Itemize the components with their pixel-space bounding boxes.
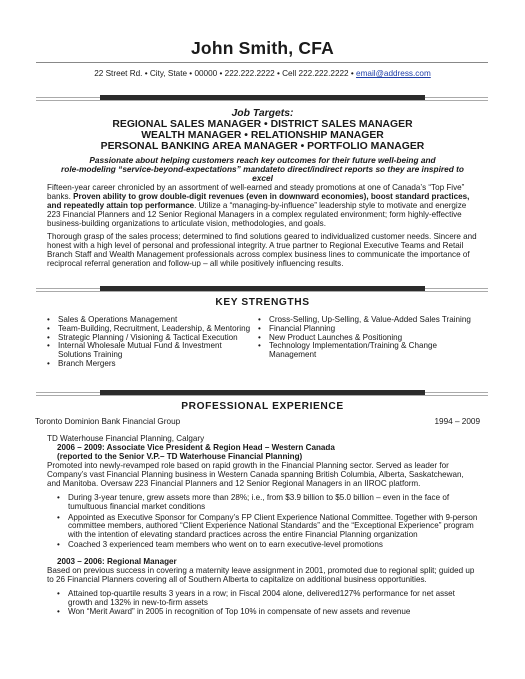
achievement-item: • Attained top-quartile results 3 years in a row; in Fiscal 2004 alone, delivered127% performance for net asset growth and 132% in new-to-firm assets (57, 590, 479, 608)
role-2-achievements (57, 590, 479, 616)
section-bar-experience (36, 390, 488, 398)
strength-item: • Internal Wholesale Mutual Fund & Investment Solutions Training (47, 342, 257, 360)
achievement-item: • During 3-year tenure, grew assets more than 28%; i.e., from $3.9 billion to $5.0 billion – even in the face of tumultuous financial market conditions (57, 494, 479, 512)
employer-row (35, 417, 480, 426)
job-target-line: WEALTH MANAGER • RELATIONSHIP MANAGER (141, 130, 384, 141)
role-1-title: 2006 – 2009: Associate Vice President & Region Head – Western Canada (57, 443, 335, 452)
key-strengths-heading: KEY STRENGTHS (215, 297, 310, 308)
strength-item: • Team-Building, Recruitment, Leadership, & Mentoring (47, 325, 257, 334)
strength-item: • New Product Launches & Positioning (258, 334, 480, 343)
section-bar-strengths (36, 286, 488, 294)
email-link[interactable]: email@address.com (356, 69, 431, 78)
strengths-left-column (47, 316, 257, 369)
candidate-name: John Smith, CFA (191, 38, 334, 58)
role-1-achievements (57, 494, 479, 550)
strengths-right-column (258, 316, 480, 360)
role-1-block (47, 434, 479, 488)
contact-details: 22 Street Rd. • City, State • 00000 • 222.222.2222 • Cell 222.222.2222 • (94, 69, 357, 78)
summary-paragraph-1: Fifteen-year career chronicled by an assortment of well-earned and steady promotions at one of Canada’s “Top Five” banks. Proven ability to grow double-digit revenues (even in downward economies), boost standard practices, and repeatedly attain top performance. Utilize a “managing-by-influence” leadership style to motivate and energize 223 Financial Planners and 12 Senior Regional Managers in a complex regulated environment; form highly-effective business-building organizations to articulate vision, methodologies, and goals. (47, 183, 470, 229)
role-2-block (47, 557, 479, 584)
role-1-reporting: (reported to the Senior V.P.– TD Waterhouse Financial Planning) (57, 452, 303, 461)
job-targets (0, 108, 525, 152)
role-2-description: Based on previous success in covering a maternity leave assignment in 2001, promoted due to regional split; guided up to 26 Financial Planners covering all of Southern Alberta to capitalize on additional business opportunities. (47, 566, 475, 584)
section-bar-targets (36, 95, 488, 103)
strength-item: • Strategic Planning / Visioning & Tactical Execution (47, 334, 257, 343)
summary-paragraph-2: Thorough grasp of the sales process; determined to find solutions geared to individualized customer needs. Sincere and honest with a high level of personal and professional integrity. A true partner to Regional Executive Teams and Retail Branch Staff and Wealth Management professionals across complex business lines to communicate the importance of reciprocal referral generation and follow-up – all while positively influencing results. (47, 232, 477, 269)
strength-item: • Technology Implementation/Training & Change Management (258, 342, 480, 360)
strength-item: • Financial Planning (258, 325, 480, 334)
tagline (50, 156, 475, 184)
contact-line (0, 69, 525, 78)
employer-years: 1994 – 2009 (434, 417, 480, 426)
employer-name: Toronto Dominion Bank Financial Group (35, 417, 181, 426)
strength-item: • Branch Mergers (47, 360, 257, 369)
job-target-line: PERSONAL BANKING AREA MANAGER • PORTFOLIO MANAGER (100, 141, 425, 152)
achievement-item: • Coached 3 experienced team members who went on to earn executive-level promotions (57, 541, 479, 550)
division-name: TD Waterhouse Financial Planning, Calgary (47, 434, 205, 443)
role-1-description: Promoted into newly-revamped role based on rapid growth in the Financial Planning sector. Served as leader for Company’s vast Financial Planning business in Western Canada spanning British Columbia, Alberta, Saskatchewan, and Manitoba. Oversaw 223 Financial Planners and 12 Senior Regional Managers in an IIROC platform. (47, 461, 464, 488)
job-targets-label: Job Targets: (231, 108, 294, 119)
job-target-line: REGIONAL SALES MANAGER • DISTRICT SALES MANAGER (112, 119, 413, 130)
tagline-line: Passionate about helping customers reach key outcomes for their future well-being and (89, 155, 436, 165)
tagline-line: role-modeling “service-beyond-expectations” mandateto direct/indirect reports so they are inspired to excel (61, 164, 464, 184)
achievement-item: • Appointed as Executive Sponsor for Company’s FP Client Experience National Committee. Together with 9-person committee members, authored “Client Experience National Standards” and the “Exceptional Experience” program with the intention of elevating standard practices across the entire Financial Planning organization (57, 514, 479, 540)
experience-heading: PROFESSIONAL EXPERIENCE (181, 401, 344, 412)
role-2-title: 2003 – 2006: Regional Manager (57, 557, 177, 566)
strength-item: • Cross-Selling, Up-Selling, & Value-Added Sales Training (258, 316, 480, 325)
achievement-item: • Won “Merit Award” in 2005 in recognition of Top 10% in compensate of new assets and revenue (57, 608, 479, 617)
strength-item: • Sales & Operations Management (47, 316, 257, 325)
header-divider (36, 62, 488, 63)
